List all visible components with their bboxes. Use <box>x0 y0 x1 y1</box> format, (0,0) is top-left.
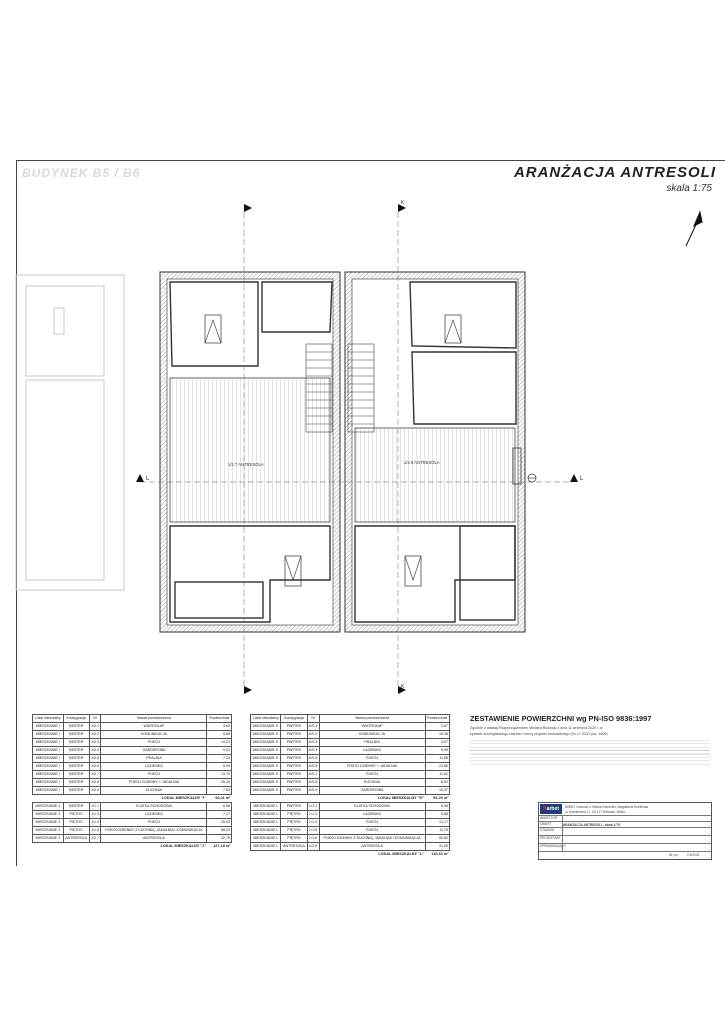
level-marker-icon <box>528 474 536 482</box>
table-cell: POKÓJ DZIENNY Z KUCHNIĄ, JADALNIA I KOMUNIKACJA <box>101 827 207 835</box>
table-cell: MIESZKANIE J <box>33 827 64 835</box>
total-row: LOKAL MIESZKALNY "I" 93,21 m² <box>161 796 231 800</box>
table-row <box>33 803 232 811</box>
table-cell: MIESZKANIE K <box>251 771 281 779</box>
table-cell: 13,70 <box>207 771 232 779</box>
table-cell: MIESZKANIE I <box>33 771 64 779</box>
table-row <box>251 803 450 811</box>
table-cell: PIĘTRO <box>281 827 307 835</box>
table-cell: PRALNIA <box>101 755 207 763</box>
col-header: Powierzchnia <box>207 715 232 723</box>
table-cell: PARTER <box>281 787 307 795</box>
table-cell: WIATROŁAP <box>319 723 425 731</box>
table-row <box>33 771 232 779</box>
col-header: Nazwa pomieszczenia <box>101 715 207 723</box>
table-row <box>251 827 450 835</box>
section-mark-k-top: K <box>401 200 405 206</box>
table-cell: POKÓJ <box>319 827 425 835</box>
table-cell: MIESZKANIE J <box>33 803 64 811</box>
table-cell: L/2.8 <box>307 843 319 851</box>
table-cell: MIESZKANIE K <box>251 755 281 763</box>
table-cell: PARTER <box>281 755 307 763</box>
table-cell: 6,56 <box>207 803 232 811</box>
table-cell: GARDEROBA <box>319 787 425 795</box>
table-cell: MIESZKANIE L <box>251 819 281 827</box>
table-cell: MIESZKANIE I <box>33 723 64 731</box>
table-cell: 1/0.1 <box>89 723 101 731</box>
table-cell: 6,96 <box>425 803 450 811</box>
rows-group-1 <box>251 723 450 795</box>
table-cell: MIESZKANIE J <box>33 819 64 827</box>
summary-title: ZESTAWIENIE POWIERZCHNI wg PN-ISO 9836:1997 <box>470 714 652 723</box>
table-row <box>33 811 232 819</box>
table-cell: 15,03 <box>207 819 232 827</box>
table-row <box>33 779 232 787</box>
table-cell: MIESZKANIE I <box>33 787 64 795</box>
table-cell: 7,17 <box>207 811 232 819</box>
table-cell: ŁAZIENKA <box>101 763 207 771</box>
table-cell: K/0.5 <box>307 755 319 763</box>
table-cell: 31,06 <box>425 843 450 851</box>
company-logo: Narbet <box>540 804 562 814</box>
room-label-right: 1/2.8 ANTRESOLA <box>404 460 440 465</box>
table-cell: PARTER <box>63 763 89 771</box>
table-row <box>251 779 450 787</box>
total-row: LOKAL MIESZKALNY "K" 92,20 m² <box>377 796 449 800</box>
table-cell: PIĘTRO <box>281 811 307 819</box>
table-cell: L/1.1 <box>307 803 319 811</box>
table-cell: J/1.1 <box>89 803 101 811</box>
table-row <box>251 819 450 827</box>
table-cell: 5,94 <box>207 763 232 771</box>
table-row <box>33 763 232 771</box>
sheet-title: ARANŻACJA ANTRESOLI <box>513 164 716 181</box>
table-cell: 13,17 <box>425 819 450 827</box>
table-cell: MIESZKANIE K <box>251 723 281 731</box>
building-label: BUDYNEK B5 / B6 <box>22 166 141 180</box>
rows-group-2 <box>251 803 450 851</box>
table-cell: PARTER <box>281 771 307 779</box>
summary-line-1: Zgodnie z ustawą Rozporządzeniem Ministra Rozwoju z dnia 11 września 2020 r. w <box>470 726 603 730</box>
total-row: LOKAL MIESZKALNY "L" 119,63 m² <box>378 852 449 856</box>
table-cell: L/1.3 <box>307 811 319 819</box>
table-cell: MIESZKANIE L <box>251 803 281 811</box>
table-cell: L/1.6 <box>307 835 319 843</box>
section-mark-l-right: L <box>580 476 584 482</box>
table-cell: POKÓJ <box>101 739 207 747</box>
table-cell: K/0.3 <box>307 739 319 747</box>
table-cell: 5,68 <box>207 731 232 739</box>
room-label-left: 1/2.7 ANTRESOLA <box>228 462 264 467</box>
table-cell: MIESZKANIE I <box>33 755 64 763</box>
drawing-number: 0.6/2023 <box>687 853 700 857</box>
col-header: Lokal mieszkalny <box>33 715 64 723</box>
table-cell: K/0.7 <box>307 771 319 779</box>
table-cell: K/0.2 <box>307 731 319 739</box>
table-row <box>33 787 232 795</box>
table-cell: 8,52 <box>425 779 450 787</box>
table-cell: 1/0.2 <box>89 731 101 739</box>
table-cell: MIESZKANIE J <box>33 835 64 843</box>
table-cell: KUCHNIA <box>101 787 207 795</box>
table-cell: MIESZKANIE I <box>33 763 64 771</box>
table-header <box>33 715 232 723</box>
table-row <box>33 747 232 755</box>
table-cell: PARTER <box>63 803 89 811</box>
table-cell: 26,16 <box>207 779 232 787</box>
table-cell: 1/0.6 <box>89 763 101 771</box>
table-cell: 7,63 <box>207 787 232 795</box>
table-cell: MIESZKANIE I <box>33 747 64 755</box>
drawing-label: Nr rys. <box>669 853 679 857</box>
table-row <box>251 739 450 747</box>
table-cell: PIĘTRO <box>63 811 89 819</box>
table-cell: PARTER <box>281 747 307 755</box>
table-cell: POKÓJ <box>319 819 425 827</box>
area-table-left <box>32 714 232 850</box>
table-cell: ANTRESOLA <box>63 835 89 843</box>
table-cell: MIESZKANIE K <box>251 779 281 787</box>
table-cell: 3,65 <box>207 723 232 731</box>
col-header: Kondygnacja <box>281 715 307 723</box>
table-cell: PARTER <box>63 723 89 731</box>
summary-line-2: sprawie szczegółowego zakresu i formy projektu budowlanego (Dz.U. 2020 poz. 1609) <box>470 732 608 736</box>
table-row <box>33 755 232 763</box>
table-cell: 11,61 <box>425 771 450 779</box>
table-cell: ŁAZIENKA <box>101 811 207 819</box>
table-cell: J/1.3 <box>89 811 101 819</box>
table-cell: PARTER <box>281 739 307 747</box>
table-cell: 1/0.9 <box>89 787 101 795</box>
table-cell: PARTER <box>281 763 307 771</box>
table-row <box>251 771 450 779</box>
table-row <box>251 787 450 795</box>
table-row <box>33 739 232 747</box>
table-row <box>33 835 232 843</box>
table-cell: PIĘTRO <box>63 827 89 835</box>
table-cell: L/1.4 <box>307 819 319 827</box>
table-cell: MIESZKANIE L <box>251 835 281 843</box>
table-cell: PARTER <box>281 723 307 731</box>
title-block: Narbet ARBET Kobrzok s. Michał Kobierski, Magdalena Kobierska ul. Kamienicka 17, 40-717 Wrocław, Sielec INWESTOR OBIEKT ARANŻACJA ANTRESOLI - skala 1:75 STADIUM PROJEKTANT SPRAWDZAJĄCY Nr rys. 0.6/2023 <box>538 802 712 860</box>
table-cell: 1/0.8 <box>89 779 101 787</box>
table-row <box>251 755 450 763</box>
table-cell: 4,07 <box>425 739 450 747</box>
table-cell: MIESZKANIE I <box>33 731 64 739</box>
table-cell: ŁAZIENKA <box>319 811 425 819</box>
company-name: ARBET Kobrzok s. Michał Kobierski, Magdalena Kobierska <box>565 805 649 809</box>
table-cell: ANTRESOLA <box>101 835 207 843</box>
table-cell: J/2.7 <box>89 835 101 843</box>
table-cell: POKÓJ DZIENNY + JADALNIA <box>101 779 207 787</box>
table-cell: ANTRESOLA <box>281 843 307 851</box>
table-cell: K/0.1 <box>307 723 319 731</box>
table-row <box>33 819 232 827</box>
rows-group-1 <box>33 723 232 795</box>
table-cell: PIĘTRO <box>63 819 89 827</box>
table-cell: K/0.6 <box>307 763 319 771</box>
table-cell: 11,76 <box>425 827 450 835</box>
table-cell: KLATKA SCHODOWA <box>101 803 207 811</box>
table-cell: PARTER <box>63 731 89 739</box>
col-header: Nazwa pomieszczenia <box>319 715 425 723</box>
table-cell: MIESZKANIE K <box>251 739 281 747</box>
table-cell: ŁAZIENKA <box>319 747 425 755</box>
table-cell: MIESZKANIE K <box>251 763 281 771</box>
table-cell: 7,24 <box>207 755 232 763</box>
table-cell: 1/0.5 <box>89 755 101 763</box>
table-cell: POKÓJ <box>101 819 207 827</box>
table-cell: MIESZKANIE L <box>251 827 281 835</box>
table-cell: K/0.4 <box>307 747 319 755</box>
table-cell: MIESZKANIE L <box>251 843 281 851</box>
table-cell: MIESZKANIE K <box>251 731 281 739</box>
table-cell: 5,86 <box>425 811 450 819</box>
table-row <box>251 763 450 771</box>
table-cell: PARTER <box>63 787 89 795</box>
sheet-name: ARANŻACJA ANTRESOLI - skala 1:75 <box>563 823 620 827</box>
table-cell: POKÓJ <box>319 771 425 779</box>
neighbour-building <box>16 275 124 590</box>
table-row <box>251 731 450 739</box>
table-cell: L/1.5 <box>307 827 319 835</box>
table-cell: PARTER <box>63 747 89 755</box>
table-cell: POKÓJ <box>319 755 425 763</box>
table-cell: WIATROŁAP <box>101 723 207 731</box>
table-cell: PARTER <box>63 739 89 747</box>
table-cell: 68,23 <box>207 827 232 835</box>
north-arrow-icon <box>686 212 702 246</box>
table-cell: 1/0.4 <box>89 747 101 755</box>
table-cell: MIESZKANIE L <box>251 811 281 819</box>
table-row <box>251 723 450 731</box>
table-cell: K/0.9 <box>307 787 319 795</box>
area-table-right <box>250 714 450 858</box>
col-header: Kondygnacja <box>63 715 89 723</box>
table-header <box>251 715 450 723</box>
table-cell: 10,37 <box>425 787 450 795</box>
table-cell: 42,79 <box>207 835 232 843</box>
table-row <box>33 827 232 835</box>
table-cell: K/0.8 <box>307 779 319 787</box>
table-cell: PIĘTRO <box>281 835 307 843</box>
table-cell: MIESZKANIE I <box>33 739 64 747</box>
table-cell: 2,87 <box>425 723 450 731</box>
col-header: Lokal mieszkalny <box>251 715 281 723</box>
table-cell: GARDEROBA <box>101 747 207 755</box>
scale-label: skala 1:75 <box>666 183 712 194</box>
table-cell: MIESZKANIE K <box>251 787 281 795</box>
table-cell: 24,80 <box>425 763 450 771</box>
table-row <box>251 747 450 755</box>
table-cell: PARTER <box>281 731 307 739</box>
table-cell: 1/0.7 <box>89 771 101 779</box>
table-cell: J/1.5 <box>89 827 101 835</box>
table-cell: PARTER <box>63 755 89 763</box>
table-cell: PARTER <box>281 803 307 811</box>
section-mark-k-bottom: K <box>401 684 405 690</box>
table-cell: KUCHNIA <box>319 779 425 787</box>
col-header: Powierzchnia <box>425 715 450 723</box>
col-header: Nr <box>89 715 101 723</box>
table-cell: KLATKA SCHODOWA <box>319 803 425 811</box>
table-cell: POKÓJ DZIENNY Z KUCHNIĄ, JADALNIA I KOMUNIKACJA <box>319 835 425 843</box>
table-cell: POKÓJ DZIENNY + JADALNIA <box>319 763 425 771</box>
total-row: LOKAL MIESZKALNY "J" 127,18 m² <box>160 844 231 848</box>
table-cell: KOMUNIKACJA <box>319 731 425 739</box>
table-cell: MIESZKANIE I <box>33 779 64 787</box>
table-cell: PRALNIA <box>319 739 425 747</box>
table-cell: POKÓJ <box>101 771 207 779</box>
table-cell: ANTRESOLA <box>319 843 425 851</box>
table-row <box>33 723 232 731</box>
table-row <box>251 843 450 851</box>
table-cell: J/1.4 <box>89 819 101 827</box>
table-cell: KOMUNIKACJA <box>101 731 207 739</box>
table-cell: PARTER <box>281 779 307 787</box>
table-cell: MIESZKANIE K <box>251 747 281 755</box>
section-mark-l-left: L <box>146 476 150 482</box>
table-row <box>251 811 450 819</box>
table-cell: 9,01 <box>207 747 232 755</box>
col-header: Nr <box>307 715 319 723</box>
table-cell: MIESZKANIE J <box>33 811 64 819</box>
table-row <box>251 835 450 843</box>
table-row <box>33 731 232 739</box>
table-cell: 1/0.3 <box>89 739 101 747</box>
table-cell: 14,21 <box>207 739 232 747</box>
table-cell: 50,82 <box>425 835 450 843</box>
rows-group-2 <box>33 803 232 843</box>
company-address: ul. Kamienicka 17, 40-717 Wrocław, Sielec <box>565 810 626 814</box>
table-cell: 5,99 <box>425 747 450 755</box>
summary-fine-print <box>470 740 710 766</box>
table-cell: PARTER <box>63 771 89 779</box>
table-cell: PIĘTRO <box>281 819 307 827</box>
table-cell: 16,36 <box>425 731 450 739</box>
table-cell: 11,65 <box>425 755 450 763</box>
table-cell: PARTER <box>63 779 89 787</box>
